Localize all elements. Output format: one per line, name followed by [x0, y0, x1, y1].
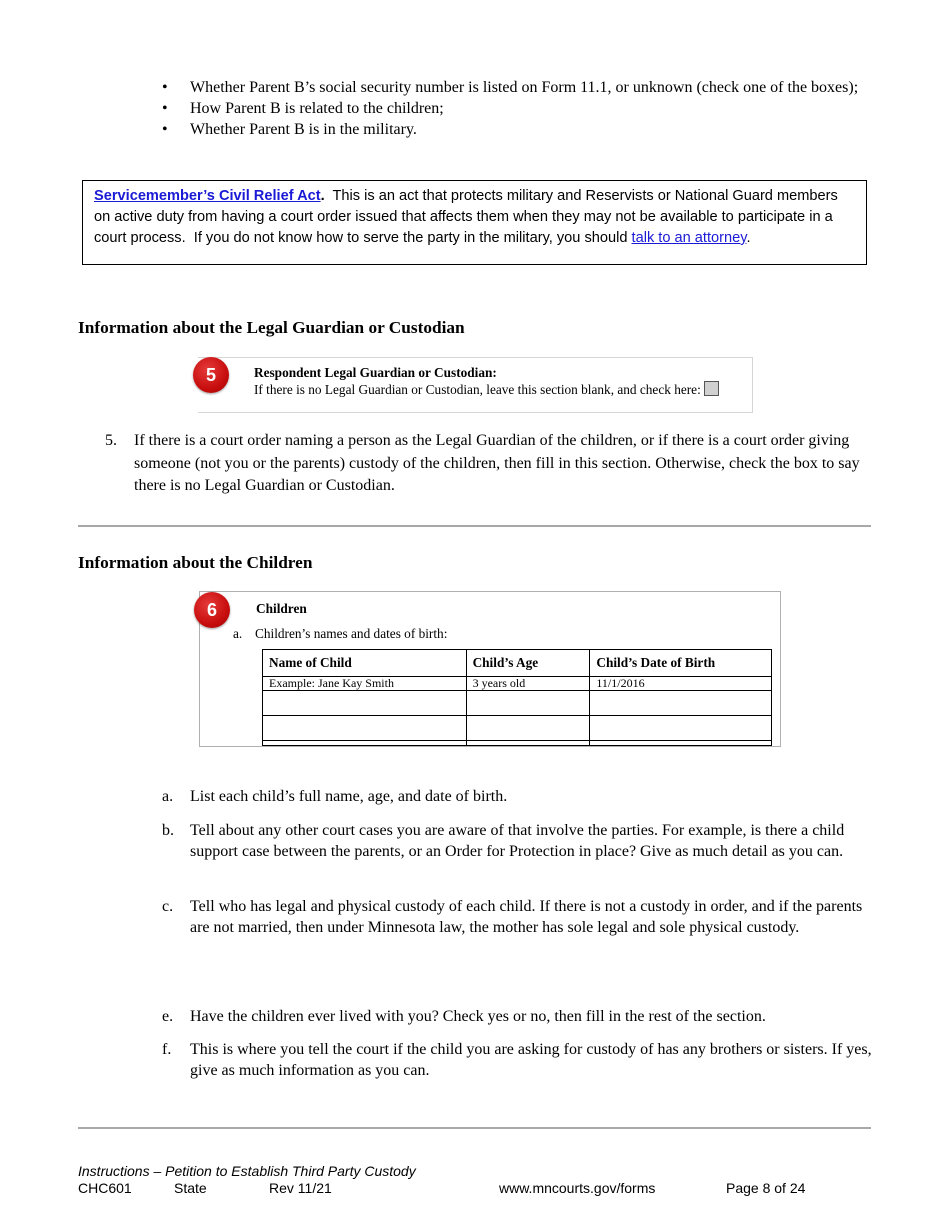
table-cell	[466, 716, 590, 741]
footer-revision: Rev 11/21	[269, 1180, 332, 1196]
footer-divider	[78, 1127, 871, 1129]
item-label: c.	[162, 898, 174, 915]
callout-body: This is an act that protects military and Reservists or National Guard members on active duty from having a court order issued that affects them when they may not be available to participate in a court process. If you do not know how to serve the party in the military, you should	[94, 188, 842, 246]
list-item: • Whether Parent B’s social security number is listed on Form 11.1, or unknown (check one of the boxes);	[160, 78, 870, 98]
footer-page-number: Page 8 of 24	[726, 1180, 806, 1196]
footer-meta-row	[78, 1180, 878, 1197]
children-instruction-f	[160, 1039, 875, 1081]
table-cell	[590, 716, 772, 741]
step-6-badge: 6	[194, 592, 230, 628]
table-row	[263, 741, 772, 746]
form5-title: Respondent Legal Guardian or Custodian:	[254, 365, 497, 380]
column-header: Child’s Age	[466, 650, 590, 677]
item-label: e.	[162, 1008, 174, 1025]
list-item: • How Parent B is related to the children;	[160, 99, 870, 119]
guardian-section-heading: Information about the Legal Guardian or Custodian	[78, 318, 465, 337]
item-text: This is where you tell the court if the child you are asking for custody of has any brothers or sisters. If yes, give as much information as you can.	[190, 1041, 872, 1079]
list-item	[160, 786, 875, 807]
children-instruction-e	[160, 1006, 875, 1027]
table-cell	[263, 741, 467, 746]
table-header-row	[263, 650, 772, 677]
item-label: f.	[162, 1041, 172, 1058]
step-5-badge: 5	[193, 357, 229, 393]
callout-title-period: .	[320, 188, 325, 204]
scra-callout-box	[82, 180, 867, 265]
children-instruction-c	[160, 896, 875, 938]
form5-line-text: If there is no Legal Guardian or Custodian, leave this section blank, and check here:	[254, 382, 701, 397]
list-item: • Whether Parent B is in the military.	[160, 120, 870, 140]
table-row	[263, 716, 772, 741]
children-instruction-b	[160, 820, 875, 862]
list-item	[160, 1006, 875, 1027]
page-footer	[78, 1163, 878, 1197]
form-section-6-image	[199, 591, 781, 747]
item-text: Tell about any other court cases you are aware of that involve the parties. For example, is there a child support case between the parents, or an Order for Protection in place? Give as much detail as you can.	[190, 822, 845, 860]
footer-url: www.mncourts.gov/forms	[499, 1180, 656, 1196]
table-cell: 3 years old	[466, 677, 590, 691]
guardian-instruction-number: 5.	[105, 432, 117, 449]
section-divider	[78, 525, 871, 527]
item-text: List each child’s full name, age, and date of birth.	[190, 788, 508, 805]
table-cell	[590, 691, 772, 716]
table-cell	[466, 691, 590, 716]
table-row	[263, 677, 772, 691]
form6-subheading	[233, 626, 447, 642]
form6-title: Children	[256, 601, 307, 616]
item-label: b.	[162, 822, 174, 839]
column-header: Child’s Date of Birth	[590, 650, 772, 677]
table-cell	[263, 716, 467, 741]
guardian-instruction	[105, 430, 865, 498]
guardian-instruction-text: If there is a court order naming a person as the Legal Guardian of the children, or if there is a court order giving someone (not you or the parents) custody of the children, then fill in this section. Otherwise, check the box to say there is no Legal Guardian or Custodian.	[134, 432, 860, 494]
children-section-heading: Information about the Children	[78, 553, 313, 572]
talk-to-attorney-link[interactable]: talk to an attorney	[631, 230, 747, 246]
list-item	[160, 820, 875, 862]
form6-sub-label: a.	[233, 626, 243, 641]
column-header: Name of Child	[263, 650, 467, 677]
form6-sub-text: Children’s names and dates of birth:	[255, 626, 448, 641]
children-instruction-a	[160, 786, 875, 807]
form5-line	[254, 381, 719, 398]
table-cell	[590, 741, 772, 746]
parent-b-bullet-list	[160, 78, 870, 141]
footer-scope: State	[174, 1180, 207, 1196]
form-section-5-image	[198, 357, 753, 413]
footer-form-code: CHC601	[78, 1180, 132, 1196]
table-row	[263, 691, 772, 716]
table-cell	[466, 741, 590, 746]
item-text: Have the children ever lived with you? Check yes or no, then fill in the rest of the section.	[190, 1008, 766, 1025]
callout-end: .	[746, 230, 751, 246]
scra-title-link[interactable]: Servicemember’s Civil Relief Act	[94, 188, 321, 204]
table-cell: Example: Jane Kay Smith	[263, 677, 467, 691]
table-cell	[263, 691, 467, 716]
no-guardian-checkbox	[704, 381, 719, 396]
children-table	[262, 649, 772, 746]
list-item	[160, 896, 875, 938]
footer-document-title: Instructions – Petition to Establish Third Party Custody	[78, 1163, 416, 1179]
table-cell: 11/1/2016	[590, 677, 772, 691]
list-item	[160, 1039, 875, 1081]
item-text: Tell who has legal and physical custody of each child. If there is not a custody in order, and if the parents are not married, then under Minnesota law, the mother has sole legal and sole physical custody.	[190, 898, 863, 936]
item-label: a.	[162, 788, 174, 805]
